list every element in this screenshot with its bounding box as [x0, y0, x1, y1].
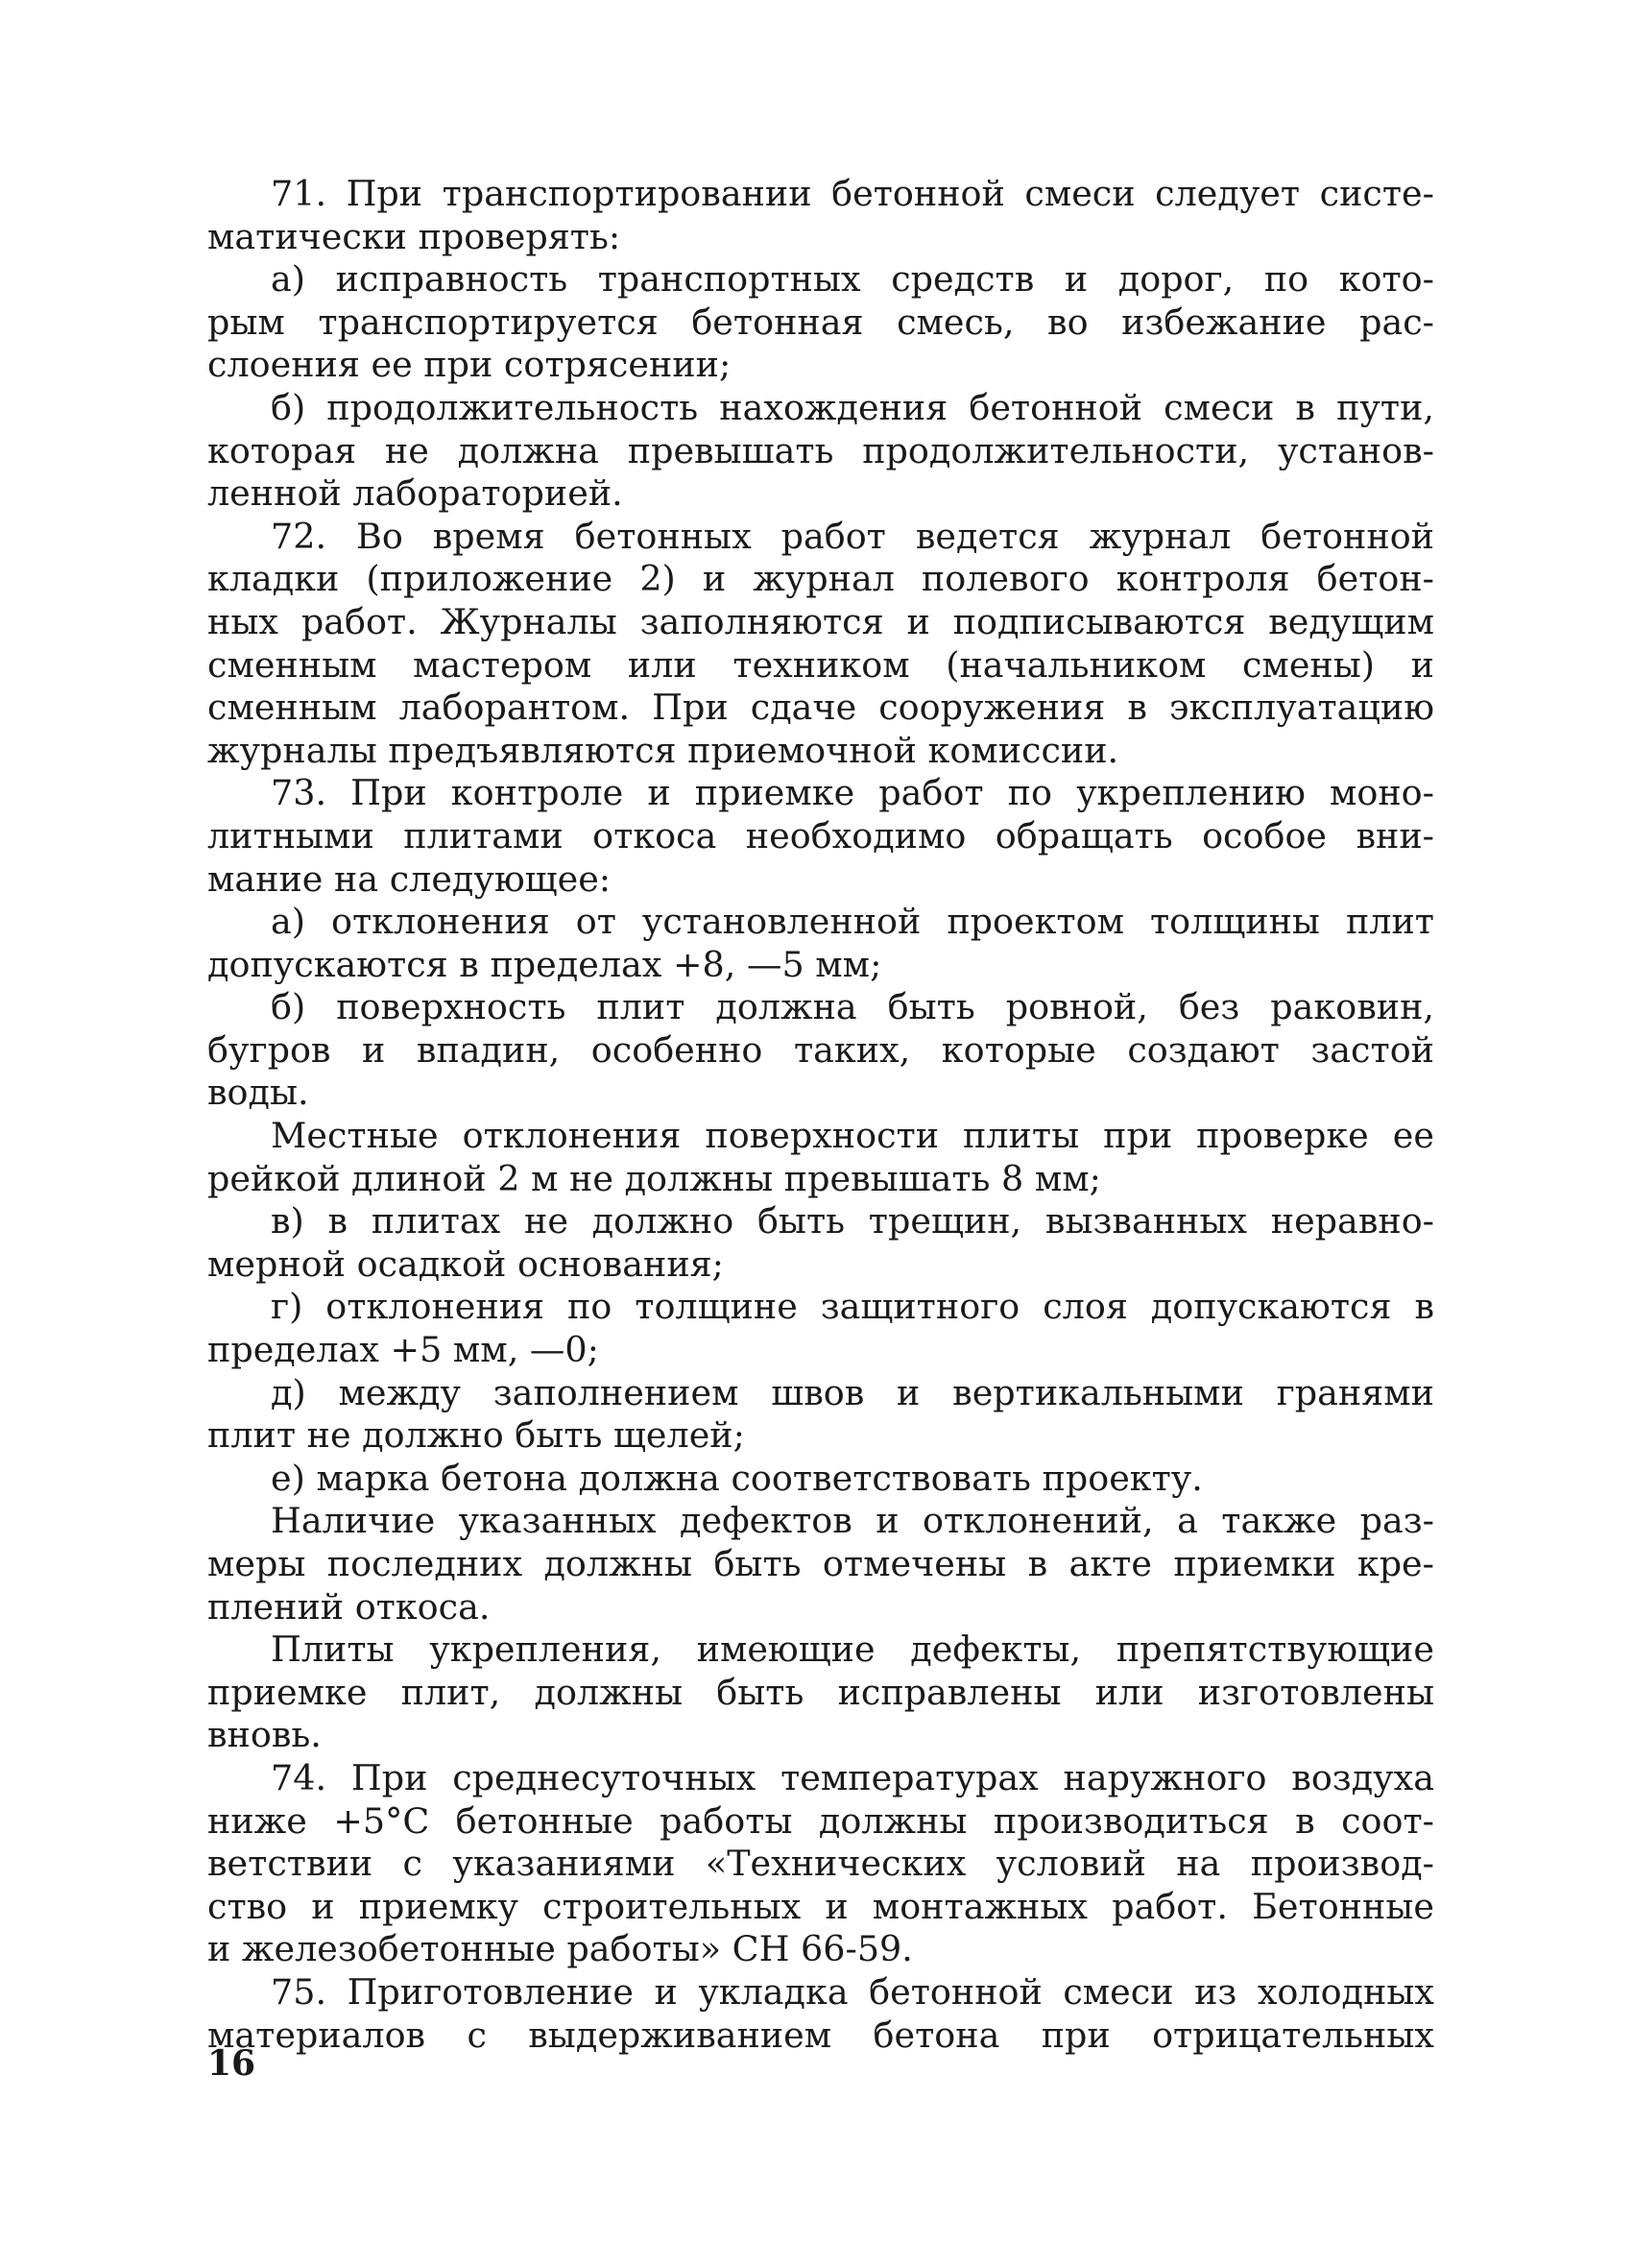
text-line: 71. При транспортировании бетонной смеси следует систе-: [271, 173, 1434, 214]
text-line: а) отклонения от установленной проектом толщины плит: [271, 901, 1434, 943]
text-line: допускаются в пределах +8, —5 мм;: [207, 943, 882, 985]
text-line: меры последних должны быть отмечены в акте приемки кре-: [207, 1543, 1434, 1584]
text-line: рейкой длиной 2 м не должны превышать 8 мм;: [207, 1157, 1101, 1199]
text-line: пределах +5 мм, —0;: [207, 1329, 599, 1371]
text-line: кладки (приложение 2) и журнал полевого контроля бетон-: [207, 558, 1434, 600]
text-line: воды.: [207, 1072, 309, 1114]
page-body: [207, 173, 1434, 2057]
text-line: которая не должна превышать продолжительности, установ-: [207, 429, 1434, 471]
text-line: 74. При среднесуточных температурах наружного воздуха: [271, 1756, 1434, 1798]
text-line: рым транспортируется бетонная смесь, во избежание рас-: [207, 301, 1434, 343]
text-line: б) продолжительность нахождения бетонной смеси в пути,: [271, 386, 1434, 428]
text-line: материалов с выдерживанием бетона при отрицательных: [207, 2014, 1434, 2056]
text-line: Местные отклонения поверхности плиты при проверке ее: [271, 1115, 1434, 1157]
text-line: в) в плитах не должно быть трещин, вызванных неравно-: [271, 1200, 1434, 1243]
text-line: вновь.: [207, 1714, 322, 1756]
text-line: 73. При контроле и приемке работ по укреплению моно-: [271, 772, 1434, 814]
text-line: б) поверхность плит должна быть ровной, без раковин,: [271, 986, 1434, 1028]
text-line: мерной осадкой основания;: [207, 1243, 724, 1285]
text-line: и железобетонные работы» СН 66-59.: [207, 1928, 913, 1970]
page-number: 16: [207, 2043, 256, 2084]
text-line: матически проверять:: [207, 215, 621, 257]
text-line: слоения ее при сотрясении;: [207, 344, 732, 386]
text-line: Наличие указанных дефектов и отклонений, а также раз-: [271, 1500, 1434, 1542]
text-line: литными плитами откоса необходимо обращать особое вни-: [207, 814, 1434, 857]
text-line: сменным мастером или техником (начальником смены) и: [207, 643, 1434, 686]
text-line: приемке плит, должны быть исправлены или изготовлены: [207, 1671, 1434, 1713]
text-line: плений откоса.: [207, 1585, 491, 1628]
text-line: бугров и впадин, особенно таких, которые создают застой: [207, 1028, 1434, 1071]
text-line: сменным лаборантом. При сдаче сооружения в эксплуатацию: [207, 687, 1434, 729]
text-line: е) марка бетона должна соответствовать проекту.: [271, 1457, 1203, 1499]
text-line: ных работ. Журналы заполняются и подписываются ведущим: [207, 600, 1434, 642]
text-line: ниже +5°С бетонные работы должны производиться в соот-: [207, 1799, 1434, 1842]
text-line: г) отклонения по толщине защитного слоя допускаются в: [271, 1286, 1434, 1328]
text-line: Плиты укрепления, имеющие дефекты, препятствующие: [271, 1629, 1434, 1671]
text-line: д) между заполнением швов и вертикальными гранями: [271, 1371, 1434, 1413]
text-line: ство и приемку строительных и монтажных работ. Бетонные: [207, 1885, 1434, 1927]
text-line: 75. Приготовление и укладка бетонной смеси из холодных: [271, 1970, 1434, 2013]
text-line: ветствии с указаниями «Технических условий на производ-: [207, 1843, 1434, 1885]
text-line: мание на следующее:: [207, 857, 612, 900]
text-line: плит не должно быть щелей;: [207, 1414, 745, 1457]
text-line: журналы предъявляются приемочной комиссии.: [207, 729, 1119, 771]
text-line: а) исправность транспортных средств и дорог, по кото-: [271, 258, 1434, 301]
text-line: 72. Во время бетонных работ ведется журнал бетонной: [271, 515, 1434, 557]
text-line: ленной лабораторией.: [207, 472, 623, 515]
